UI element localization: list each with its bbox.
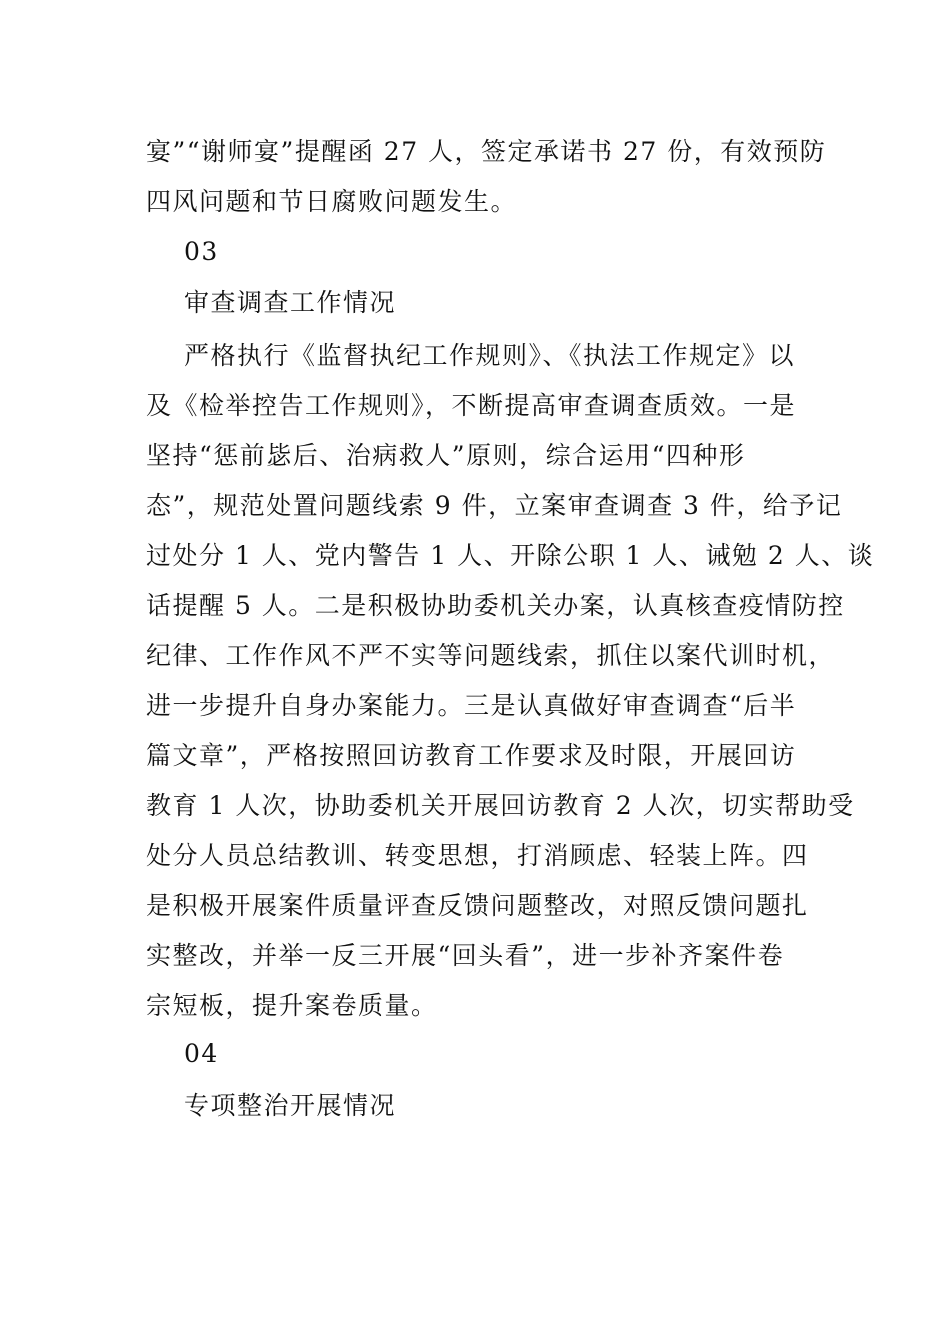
paragraph-line: 宗短板，提升案卷质量。	[146, 991, 438, 1020]
paragraph-line: 态”，规范处置问题线索 9 件，立案审查调查 3 件，给予记	[146, 491, 843, 520]
paragraph-line: 及《检举控告工作规则》，不断提高审查调查质效。一是	[146, 391, 797, 420]
paragraph-line: 严格执行《监督执纪工作规则》、《执法工作规定》以	[184, 341, 796, 370]
paragraph-line: 话提醒 5 人。二是积极协助委机关办案，认真核查疫情防控	[146, 591, 845, 620]
section-heading: 审查调查工作情况	[184, 288, 397, 317]
paragraph-line: 四风问题和节日腐败问题发生。	[146, 187, 518, 216]
paragraph-line: 教育 1 人次，协助委机关开展回访教育 2 人次，切实帮助受	[146, 791, 855, 820]
paragraph-line: 是积极开展案件质量评查反馈问题整改，对照反馈问题扎	[146, 891, 809, 920]
paragraph-line: 处分人员总结教训、转变思想，打消顾虑、轻装上阵。四	[146, 841, 809, 870]
section-number: 03	[184, 237, 219, 266]
paragraph-line: 过处分 1 人、党内警告 1 人、开除公职 1 人、诫勉 2 人、谈	[146, 541, 875, 570]
paragraph-line: 纪律、工作作风不严不实等问题线索，抓住以案代训时机，	[146, 641, 836, 670]
paragraph-line: 进一步提升自身办案能力。三是认真做好审查调查“后半	[146, 691, 797, 720]
paragraph-line: 宴”“谢师宴”提醒函 27 人，签定承诺书 27 份，有效预防	[146, 137, 827, 166]
section-heading: 专项整治开展情况	[184, 1091, 397, 1120]
paragraph-line: 实整改，并举一反三开展“回头看”，进一步补齐案件卷	[146, 941, 785, 970]
section-number: 04	[184, 1039, 219, 1068]
paragraph-line: 篇文章”，严格按照回访教育工作要求及时限，开展回访	[146, 741, 797, 770]
paragraph-line: 坚持“惩前毖后、治病救人”原则，综合运用“四种形	[146, 441, 746, 470]
